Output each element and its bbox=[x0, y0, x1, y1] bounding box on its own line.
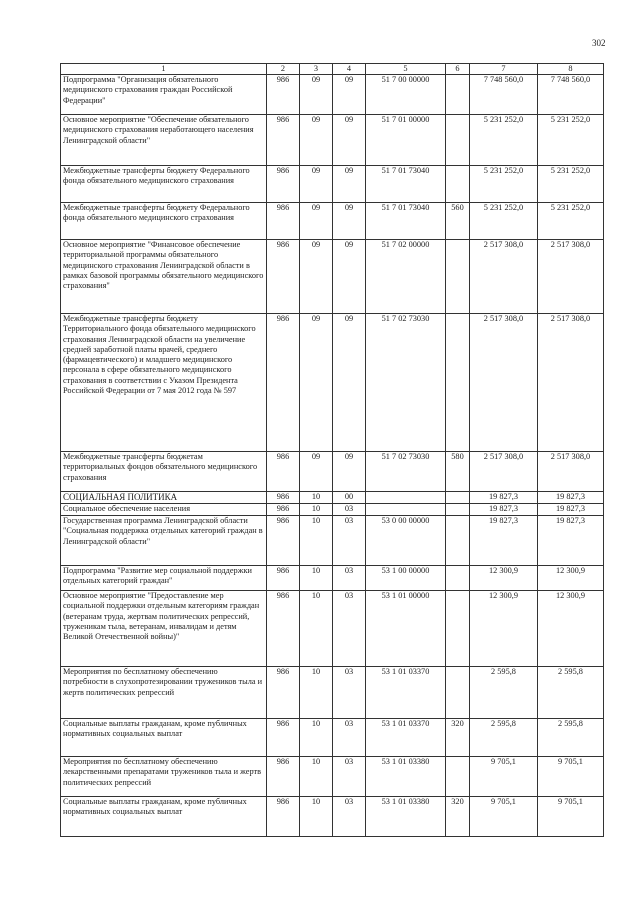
header-cell: 4 bbox=[333, 64, 366, 75]
row-section: 09 bbox=[300, 75, 333, 115]
row-expense-type bbox=[446, 75, 470, 115]
row-name: Межбюджетные трансферты бюджету Федерального фонда обязательного медицинского страхования bbox=[61, 166, 267, 203]
row-ministry-code: 986 bbox=[267, 452, 300, 492]
row-amount-1: 5 231 252,0 bbox=[470, 115, 538, 166]
row-amount-2: 2 517 308,0 bbox=[538, 314, 604, 452]
row-subsection: 03 bbox=[333, 504, 366, 516]
table-row bbox=[61, 452, 604, 492]
row-name: Подпрограмма "Развитие мер социальной поддержки отдельных категорий граждан" bbox=[61, 566, 267, 591]
row-expense-type: 320 bbox=[446, 719, 470, 757]
row-expense-type bbox=[446, 314, 470, 452]
row-expense-type bbox=[446, 667, 470, 719]
budget-table bbox=[60, 63, 604, 837]
row-expense-type bbox=[446, 240, 470, 314]
row-target-article: 51 7 02 00000 bbox=[366, 240, 446, 314]
row-name: Подпрограмма "Организация обязательного медицинского страхования граждан Российской Федерации" bbox=[61, 75, 267, 115]
row-subsection: 09 bbox=[333, 452, 366, 492]
row-target-article: 51 7 02 73030 bbox=[366, 452, 446, 492]
row-amount-2: 5 231 252,0 bbox=[538, 203, 604, 240]
row-subsection: 00 bbox=[333, 492, 366, 504]
row-amount-1: 2 517 308,0 bbox=[470, 240, 538, 314]
row-expense-type: 320 bbox=[446, 797, 470, 837]
row-amount-2: 2 517 308,0 bbox=[538, 452, 604, 492]
page-number: 302 bbox=[592, 38, 606, 48]
row-subsection: 03 bbox=[333, 757, 366, 797]
row-amount-1: 2 595,8 bbox=[470, 719, 538, 757]
row-amount-2: 9 705,1 bbox=[538, 797, 604, 837]
row-expense-type bbox=[446, 591, 470, 667]
row-amount-2: 2 517 308,0 bbox=[538, 240, 604, 314]
row-expense-type bbox=[446, 757, 470, 797]
row-amount-1: 5 231 252,0 bbox=[470, 203, 538, 240]
row-ministry-code: 986 bbox=[267, 719, 300, 757]
row-name: Основное мероприятие "Финансовое обеспечение территориальной программы обязательного медицинского страхования Ленинградской области в рамках базовой программы обязательного медицинского страхования" bbox=[61, 240, 267, 314]
header-cell: 5 bbox=[366, 64, 446, 75]
row-amount-1: 19 827,3 bbox=[470, 516, 538, 566]
row-section: 10 bbox=[300, 667, 333, 719]
row-subsection: 09 bbox=[333, 115, 366, 166]
row-subsection: 03 bbox=[333, 591, 366, 667]
row-section: 10 bbox=[300, 591, 333, 667]
row-name: Социальные выплаты гражданам, кроме публичных нормативных социальных выплат bbox=[61, 797, 267, 837]
row-target-article: 53 1 01 03370 bbox=[366, 667, 446, 719]
row-name: Мероприятия по бесплатному обеспечению потребности в слухопротезировании тружеников тыла и жертв политических репрессий bbox=[61, 667, 267, 719]
row-target-article: 51 7 00 00000 bbox=[366, 75, 446, 115]
header-cell: 2 bbox=[267, 64, 300, 75]
row-amount-2: 19 827,3 bbox=[538, 492, 604, 504]
row-target-article: 51 7 01 73040 bbox=[366, 203, 446, 240]
row-subsection: 03 bbox=[333, 797, 366, 837]
row-name: Государственная программа Ленинградской области "Социальная поддержка отдельных категорий граждан в Ленинградской области" bbox=[61, 516, 267, 566]
header-cell: 6 bbox=[446, 64, 470, 75]
row-name: Основное мероприятие "Предоставление мер социальной поддержки отдельным категориям граждан (ветеранам труда, жертвам политических репрессий, труженикам тыла, ветеранам, инвалидам и детям Великой Отечественной войны)" bbox=[61, 591, 267, 667]
row-section: 09 bbox=[300, 452, 333, 492]
row-ministry-code: 986 bbox=[267, 314, 300, 452]
header-cell: 8 bbox=[538, 64, 604, 75]
row-section: 10 bbox=[300, 566, 333, 591]
row-section: 09 bbox=[300, 314, 333, 452]
row-amount-1: 9 705,1 bbox=[470, 757, 538, 797]
row-amount-1: 9 705,1 bbox=[470, 797, 538, 837]
row-subsection: 09 bbox=[333, 166, 366, 203]
row-name: СОЦИАЛЬНАЯ ПОЛИТИКА bbox=[61, 492, 267, 504]
table-header-row bbox=[61, 64, 604, 75]
table-row bbox=[61, 504, 604, 516]
table-row bbox=[61, 516, 604, 566]
row-amount-1: 2 517 308,0 bbox=[470, 314, 538, 452]
row-ministry-code: 986 bbox=[267, 797, 300, 837]
row-subsection: 03 bbox=[333, 566, 366, 591]
row-amount-2: 19 827,3 bbox=[538, 516, 604, 566]
row-amount-2: 12 300,9 bbox=[538, 591, 604, 667]
row-subsection: 03 bbox=[333, 719, 366, 757]
row-ministry-code: 986 bbox=[267, 75, 300, 115]
row-expense-type bbox=[446, 115, 470, 166]
row-subsection: 09 bbox=[333, 314, 366, 452]
row-expense-type bbox=[446, 566, 470, 591]
row-target-article: 53 1 00 00000 bbox=[366, 566, 446, 591]
row-amount-2: 9 705,1 bbox=[538, 757, 604, 797]
table-row bbox=[61, 719, 604, 757]
row-amount-2: 2 595,8 bbox=[538, 667, 604, 719]
row-amount-2: 7 748 560,0 bbox=[538, 75, 604, 115]
row-amount-2: 5 231 252,0 bbox=[538, 115, 604, 166]
table-row bbox=[61, 492, 604, 504]
row-target-article: 51 7 01 73040 bbox=[366, 166, 446, 203]
row-amount-1: 12 300,9 bbox=[470, 591, 538, 667]
header-cell: 3 bbox=[300, 64, 333, 75]
row-ministry-code: 986 bbox=[267, 591, 300, 667]
table-row bbox=[61, 667, 604, 719]
row-amount-2: 5 231 252,0 bbox=[538, 166, 604, 203]
table-row bbox=[61, 314, 604, 452]
row-section: 09 bbox=[300, 115, 333, 166]
row-name: Основное мероприятие "Обеспечение обязательного медицинского страхования неработающего населения Ленинградской области" bbox=[61, 115, 267, 166]
row-target-article: 53 1 01 00000 bbox=[366, 591, 446, 667]
row-amount-2: 19 827,3 bbox=[538, 504, 604, 516]
row-ministry-code: 986 bbox=[267, 757, 300, 797]
row-section: 10 bbox=[300, 757, 333, 797]
row-expense-type bbox=[446, 504, 470, 516]
row-amount-1: 12 300,9 bbox=[470, 566, 538, 591]
table-row bbox=[61, 591, 604, 667]
row-name: Мероприятия по бесплатному обеспечению лекарственными препаратами тружеников тыла и жертв политических репрессий bbox=[61, 757, 267, 797]
row-amount-1: 5 231 252,0 bbox=[470, 166, 538, 203]
row-section: 10 bbox=[300, 516, 333, 566]
row-ministry-code: 986 bbox=[267, 566, 300, 591]
row-section: 10 bbox=[300, 504, 333, 516]
row-amount-1: 19 827,3 bbox=[470, 504, 538, 516]
row-section: 09 bbox=[300, 203, 333, 240]
row-section: 10 bbox=[300, 492, 333, 504]
row-target-article: 51 7 01 00000 bbox=[366, 115, 446, 166]
row-amount-1: 2 595,8 bbox=[470, 667, 538, 719]
row-section: 09 bbox=[300, 240, 333, 314]
row-ministry-code: 986 bbox=[267, 115, 300, 166]
row-ministry-code: 986 bbox=[267, 203, 300, 240]
table-row bbox=[61, 797, 604, 837]
row-name: Межбюджетные трансферты бюджетам территориальных фондов обязательного медицинского страхования bbox=[61, 452, 267, 492]
row-ministry-code: 986 bbox=[267, 492, 300, 504]
row-target-article bbox=[366, 504, 446, 516]
row-target-article: 53 1 01 03380 bbox=[366, 757, 446, 797]
table-row bbox=[61, 166, 604, 203]
row-amount-1: 7 748 560,0 bbox=[470, 75, 538, 115]
row-ministry-code: 986 bbox=[267, 504, 300, 516]
row-amount-2: 2 595,8 bbox=[538, 719, 604, 757]
row-section: 09 bbox=[300, 166, 333, 203]
row-ministry-code: 986 bbox=[267, 240, 300, 314]
row-target-article: 51 7 02 73030 bbox=[366, 314, 446, 452]
row-expense-type bbox=[446, 492, 470, 504]
row-subsection: 09 bbox=[333, 75, 366, 115]
header-cell: 7 bbox=[470, 64, 538, 75]
table-row bbox=[61, 566, 604, 591]
row-amount-1: 2 517 308,0 bbox=[470, 452, 538, 492]
row-subsection: 09 bbox=[333, 240, 366, 314]
row-expense-type bbox=[446, 166, 470, 203]
row-section: 10 bbox=[300, 797, 333, 837]
row-subsection: 03 bbox=[333, 516, 366, 566]
row-name: Межбюджетные трансферты бюджету Федерального фонда обязательного медицинского страхования bbox=[61, 203, 267, 240]
row-name: Социальное обеспечение населения bbox=[61, 504, 267, 516]
table-row bbox=[61, 240, 604, 314]
row-ministry-code: 986 bbox=[267, 166, 300, 203]
row-expense-type bbox=[446, 516, 470, 566]
header-cell: 1 bbox=[61, 64, 267, 75]
row-subsection: 03 bbox=[333, 667, 366, 719]
row-target-article: 53 1 01 03370 bbox=[366, 719, 446, 757]
row-name: Социальные выплаты гражданам, кроме публичных нормативных социальных выплат bbox=[61, 719, 267, 757]
row-ministry-code: 986 bbox=[267, 516, 300, 566]
row-expense-type: 560 bbox=[446, 203, 470, 240]
row-section: 10 bbox=[300, 719, 333, 757]
row-ministry-code: 986 bbox=[267, 667, 300, 719]
row-target-article bbox=[366, 492, 446, 504]
row-target-article: 53 0 00 00000 bbox=[366, 516, 446, 566]
row-expense-type: 580 bbox=[446, 452, 470, 492]
row-subsection: 09 bbox=[333, 203, 366, 240]
table-row bbox=[61, 115, 604, 166]
row-amount-1: 19 827,3 bbox=[470, 492, 538, 504]
table-row bbox=[61, 203, 604, 240]
table-row bbox=[61, 757, 604, 797]
row-name: Межбюджетные трансферты бюджету Территориального фонда обязательного медицинского страхования Ленинградской области на увеличение средней заработной платы врачей, среднего (фармацевтического) и младшего медицинского персонала в сфере обязательного медицинского страхования в соответствии с Указом Президента Российской Федерации от 7 мая 2012 года № 597 bbox=[61, 314, 267, 452]
row-target-article: 53 1 01 03380 bbox=[366, 797, 446, 837]
table-row bbox=[61, 75, 604, 115]
row-amount-2: 12 300,9 bbox=[538, 566, 604, 591]
